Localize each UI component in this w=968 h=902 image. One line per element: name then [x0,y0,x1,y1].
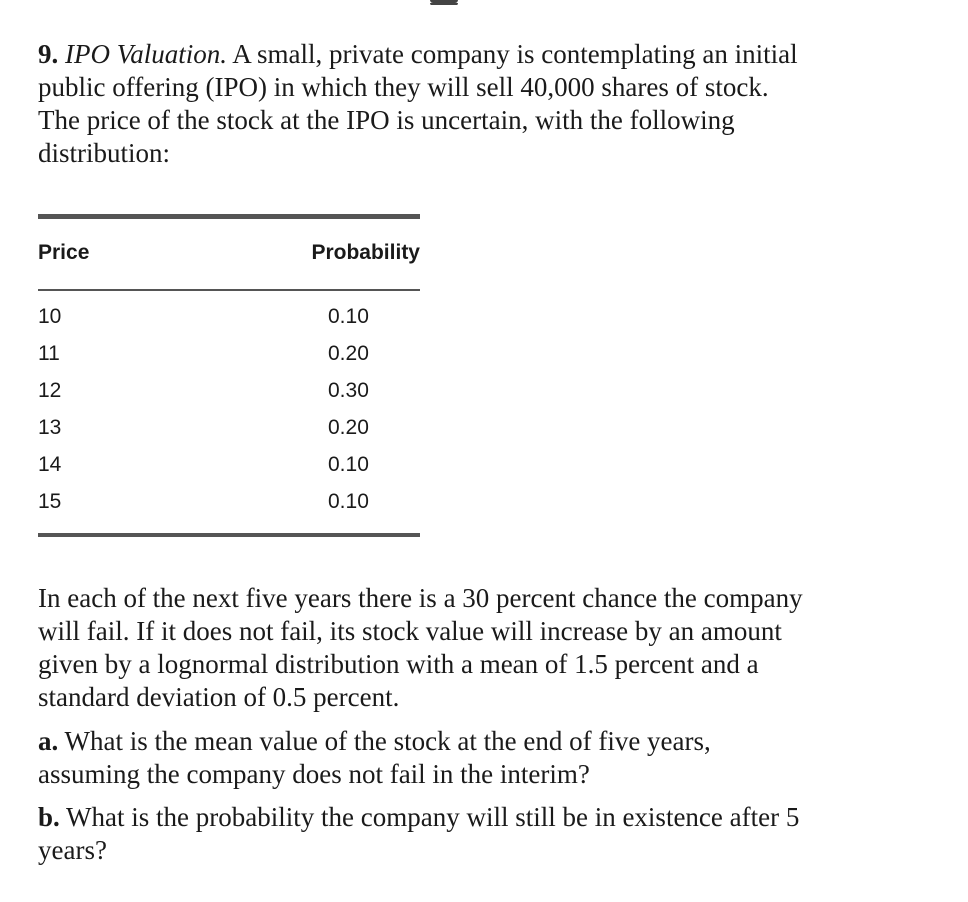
question-b-label: b. [38,802,60,832]
problem-intro [38,38,808,170]
question-b [38,801,808,867]
table-row [38,486,420,523]
question-a [38,725,808,791]
table-row [38,301,420,338]
question-a-text: What is the mean value of the stock at the end of five years, assuming the company does not fail in the interim? [38,726,711,789]
table-body [38,291,420,533]
cell-price: 15 [38,490,62,513]
cell-probability: 0.10 [328,490,369,513]
cell-probability: 0.10 [328,305,369,328]
cell-price: 12 [38,379,62,402]
problem-intro-text: A small, private company is contemplating an initial public offering (IPO) in which they will sell 40,000 shares of stock. The price of the stock at the IPO is uncertain, with the following distribution: [38,39,798,168]
problem-body: In each of the next five years there is a 30 percent chance the company will fail. If it does not fail, its stock value will increase by an amount given by a lognormal distribution with a mean of 1.5 percent and a standard deviation of 0.5 percent. [38,583,803,712]
table-row [38,375,420,412]
cell-price: 13 [38,416,62,439]
cell-probability: 0.20 [328,342,369,365]
cell-probability: 0.30 [328,379,369,402]
header-price: Price [38,241,90,264]
price-distribution-table [38,214,420,537]
table-row [38,338,420,375]
cell-probability: 0.20 [328,416,369,439]
table-row [38,412,420,449]
cropped-text-fragment [430,0,540,5]
question-b-text: What is the probability the company will still be in existence after 5 years? [38,802,800,865]
cell-price: 11 [38,342,60,365]
cell-probability: 0.10 [328,453,369,476]
cell-price: 10 [38,305,62,328]
problem-number: 9. [38,39,59,69]
header-probability: Probability [311,241,420,264]
table-row [38,449,420,486]
problem-title: IPO Valuation. [65,39,227,69]
question-a-label: a. [38,726,59,756]
cell-price: 14 [38,453,62,476]
table-header [38,219,420,289]
table-bottom-rule [38,533,420,537]
